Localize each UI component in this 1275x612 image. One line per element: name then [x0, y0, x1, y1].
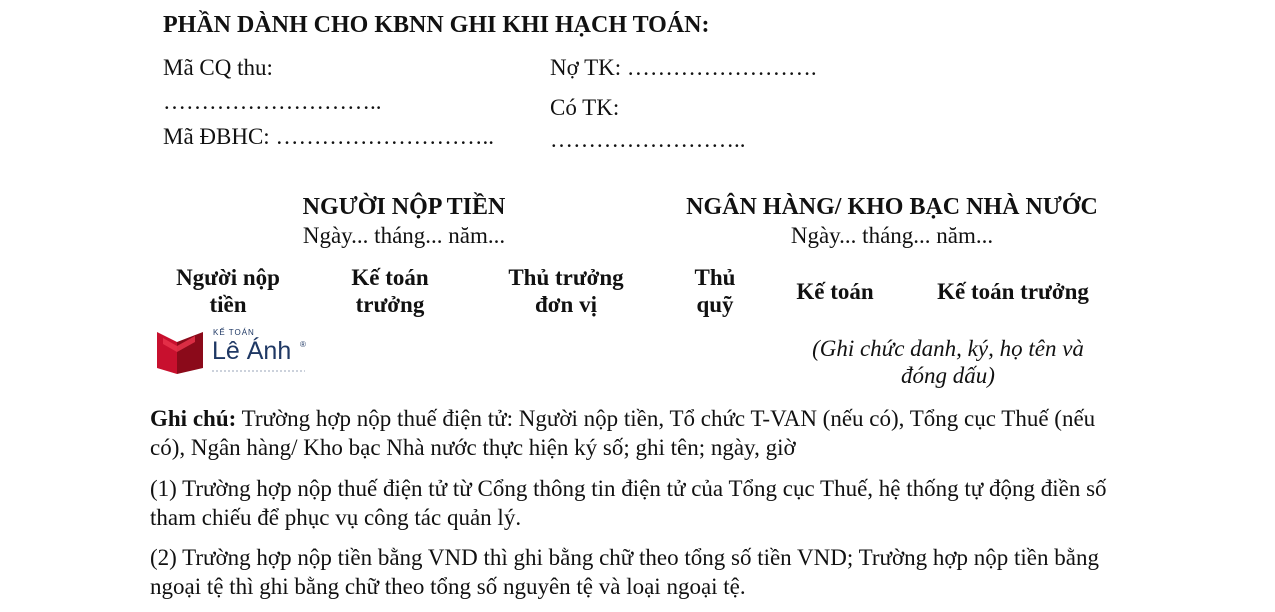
note-1: (1) Trường hợp nộp thuế điện tử từ Cổng thông tin điện tử của Tổng cục Thuế, hệ thống tự động điền số tham chiếu để phục vụ công tác quản lý. — [150, 476, 1107, 530]
no-tk: Nợ TK: ……………………. — [550, 55, 817, 80]
logo-small-text: KẾ TOÁN — [213, 328, 255, 337]
payer-date: Ngày... tháng... năm... — [302, 223, 506, 248]
payer-signer-1-line1: Người nộp — [176, 265, 280, 290]
payer-heading: NGƯỜI NỘP TIỀN — [302, 194, 506, 220]
logo-name: Lê Ánh — [212, 337, 292, 365]
bank-date: Ngày... tháng... năm... — [790, 223, 994, 248]
ke-toan-le-anh-logo — [155, 328, 315, 380]
notes-label: Ghi chú: — [150, 406, 237, 431]
note-2: (2) Trường hợp nộp tiền bằng VND thì ghi bằng chữ theo tổng số tiền VND; Trường hợp nộp tiền bằng ngoại tệ thì ghi bằng chữ theo tổng số nguyên tệ và loại ngoại tệ. — [150, 545, 1099, 599]
notes-paragraph — [150, 404, 1130, 462]
notes-text: Trường hợp nộp thuế điện tử: Người nộp tiền, Tổ chức T-VAN (nếu có), Tổng cục Thuế (nếu có), Ngân hàng/ Kho bạc Nhà nước thực hiện ký số; ghi tên; ngày, giờ — [150, 406, 1096, 460]
bank-signer-1-line2: quỹ — [696, 292, 734, 317]
ma-cq-thu-dots: ……………………….. — [163, 89, 382, 114]
ma-cq-thu-label: Mã CQ thu: — [163, 55, 273, 80]
payer-signer-1-line2: tiền — [209, 292, 247, 317]
ma-dbhc: Mã ĐBHC: ……………………….. — [163, 124, 494, 149]
section-title: PHẦN DÀNH CHO KBNN GHI KHI HẠCH TOÁN: — [163, 12, 710, 38]
co-tk-dots: …………………….. — [550, 127, 746, 152]
bank-signer-1-line1: Thủ — [694, 265, 736, 290]
co-tk-label: Có TK: — [550, 95, 620, 120]
bank-signature-note-line2: đóng dấu) — [901, 363, 995, 388]
bank-heading: NGÂN HÀNG/ KHO BẠC NHÀ NƯỚC — [686, 194, 1098, 220]
bank-signature-note-line1: (Ghi chức danh, ký, họ tên và — [812, 336, 1084, 361]
bank-signer-3: Kế toán trưởng — [937, 279, 1089, 304]
bank-signer-2: Kế toán — [796, 279, 874, 304]
payer-signer-3-line2: đơn vị — [535, 292, 597, 317]
payer-signer-2-line2: trưởng — [355, 292, 425, 317]
payer-signer-2-line1: Kế toán — [351, 265, 429, 290]
payer-signer-3-line1: Thủ trưởng — [508, 265, 624, 290]
logo-registered-mark: ® — [300, 340, 306, 349]
